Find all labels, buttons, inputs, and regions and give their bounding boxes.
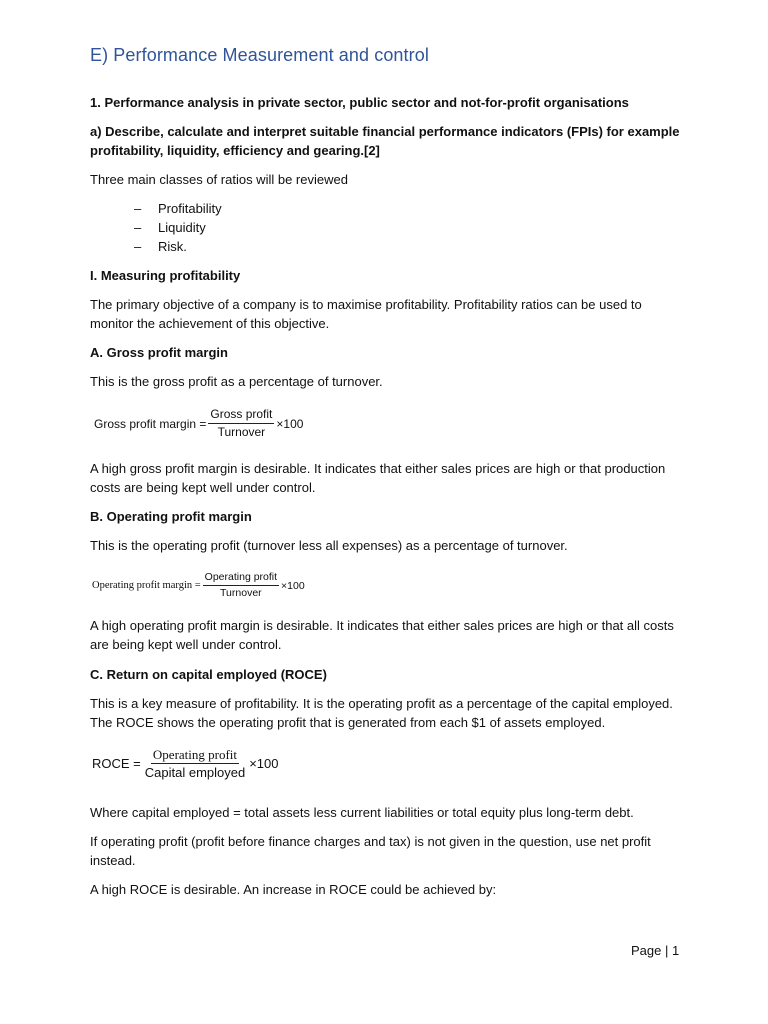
opm-heading: B. Operating profit margin <box>90 509 252 524</box>
page-title: E) Performance Measurement and control <box>90 45 429 65</box>
section-heading-a: a) Describe, calculate and interpret suitable financial performance indicators (FPIs) for example profitability, liquidity, efficiency and gearing.[2] <box>90 124 680 158</box>
formula-numerator: Operating profit <box>152 747 238 762</box>
gpm-note: A high gross profit margin is desirable. It indicates that either sales prices are high or that production costs are being kept well under control. <box>90 461 666 495</box>
list-item-label: Risk. <box>158 239 187 254</box>
list-item-label: Liquidity <box>158 220 206 235</box>
roce-high-note: A high ROCE is desirable. An increase in ROCE could be achieved by: <box>90 882 497 897</box>
formula-lhs: Gross profit margin = <box>94 416 207 431</box>
gpm-intro: This is the gross profit as a percentage of turnover. <box>90 374 383 389</box>
formula-multiplier: ×100 <box>281 579 305 592</box>
formula-multiplier: ×100 <box>276 416 304 431</box>
roce-operating-note: If operating profit (profit before finance charges and tax) is not given in the question, use net profit instead. <box>90 834 651 868</box>
ratio-classes-list <box>90 199 490 256</box>
roce-intro: This is a key measure of profitability. It is the operating profit as a percentage of the capital employed. The ROCE shows the operating profit that is generated from each $1 of assets employed. <box>90 696 673 730</box>
page-footer <box>631 943 679 958</box>
formula-denominator: Capital employed <box>144 765 246 780</box>
formula-lhs: ROCE = <box>92 756 141 771</box>
footer-separator: | <box>665 943 669 958</box>
formula-denominator: Turnover <box>220 587 262 599</box>
dash-bullet: – <box>134 239 142 254</box>
gpm-heading: A. Gross profit margin <box>90 345 228 360</box>
list-item <box>90 199 490 218</box>
formula-fraction <box>143 747 247 780</box>
formula-lhs: Operating profit margin = <box>92 580 201 591</box>
footer-page-label: Page <box>631 943 662 958</box>
profitability-text: The primary objective of a company is to maximise profitability. Profitability ratios can be used to monitor the achievement of this objective. <box>90 297 642 331</box>
formula-multiplier: ×100 <box>249 756 279 771</box>
opm-formula <box>92 571 305 600</box>
formula-fraction <box>203 571 279 600</box>
list-item-label: Profitability <box>158 201 222 216</box>
opm-note: A high operating profit margin is desirable. It indicates that either sales prices are high or that all costs are being kept well under control. <box>90 618 674 652</box>
list-item <box>90 237 490 256</box>
roce-heading: C. Return on capital employed (ROCE) <box>90 667 327 682</box>
section-heading-1: 1. Performance analysis in private sector, public sector and not-for-profit organisations <box>90 95 629 110</box>
dash-bullet: – <box>134 201 142 216</box>
roce-formula <box>92 747 279 780</box>
formula-numerator: Operating profit <box>203 571 279 586</box>
roce-capital-note: Where capital employed = total assets less current liabilities or total equity plus long-term debt. <box>90 805 634 820</box>
footer-page-number: 1 <box>672 943 680 958</box>
list-item <box>90 218 490 237</box>
formula-denominator: Turnover <box>217 425 266 439</box>
dash-bullet: – <box>134 220 142 235</box>
gpm-formula <box>94 407 303 440</box>
formula-fraction <box>208 407 274 440</box>
formula-numerator: Gross profit <box>208 407 274 424</box>
intro-text: Three main classes of ratios will be reviewed <box>90 172 348 187</box>
opm-intro: This is the operating profit (turnover less all expenses) as a percentage of turnover. <box>90 538 568 553</box>
profitability-heading: I. Measuring profitability <box>90 268 241 283</box>
